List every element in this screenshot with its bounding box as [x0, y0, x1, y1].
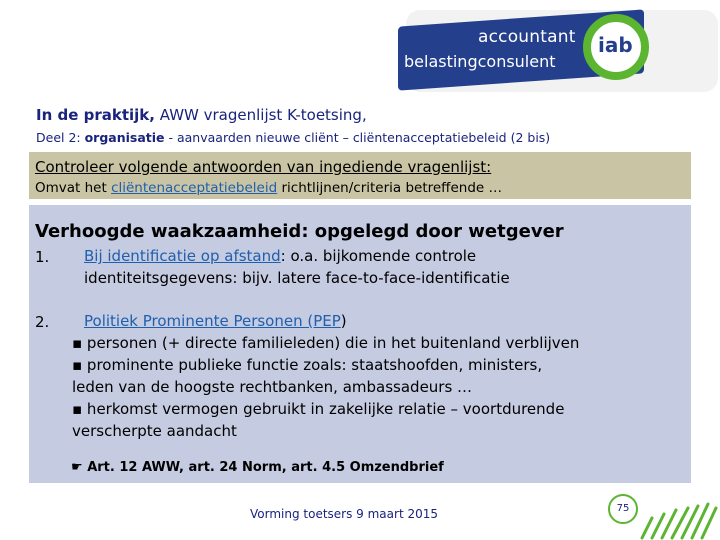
subtitle-rest: - aanvaarden nieuwe cliënt – cliëntenacceptatiebeleid (2 bis)	[164, 130, 551, 145]
item-2-line1	[84, 310, 347, 332]
pep-bullet: ▪ prominente publieke functie zoals: staatshoofden, ministers,	[72, 356, 543, 374]
reference-text: Art. 12 AWW, art. 24 Norm, art. 4.5 Omzendbrief	[87, 460, 444, 475]
logo-brand: iab	[598, 33, 633, 57]
slide-number: 75	[608, 494, 638, 524]
title-rest: AWW vragenlijst K-toetsing,	[154, 106, 367, 124]
item-2-after: )	[340, 312, 347, 330]
question-line2	[35, 180, 502, 196]
pep-bullet: ▪ herkomst vermogen gebruikt in zakelijke relatie – voortdurende	[72, 400, 565, 418]
item-number: 1.	[35, 248, 50, 266]
title-bold: In de praktijk,	[36, 106, 155, 124]
logo-line2: belastingconsulent	[404, 52, 556, 71]
subtitle-bold: organisatie	[84, 130, 165, 145]
item-1-line2: identiteitsgegevens: bijv. latere face-to-face-identificatie	[84, 269, 510, 287]
item-number: 2.	[35, 313, 50, 331]
question-line1: Controleer volgende antwoorden van ingediende vragenlijst:	[35, 158, 492, 176]
logo	[386, 0, 720, 100]
question-box	[29, 152, 691, 199]
decoration-stripes-icon	[638, 498, 718, 540]
slide-title	[36, 106, 367, 124]
item-1-after: : o.a. bijkomende controle	[280, 247, 477, 265]
policy-link[interactable]: cliëntenacceptatiebeleid	[111, 180, 278, 196]
pep-link[interactable]: Politiek Prominente Personen (PEP	[84, 312, 341, 330]
footer-text: Vorming toetsers 9 maart 2015	[250, 507, 439, 521]
content-box	[29, 205, 691, 483]
question-line2-before: Omvat het	[35, 180, 112, 196]
subtitle-prefix: Deel 2:	[36, 130, 85, 145]
pep-bullet: ▪ personen (+ directe familieleden) die in het buitenland verblijven	[72, 334, 580, 352]
remote-identification-link[interactable]: Bij identificatie op afstand	[84, 247, 281, 265]
item-1-line1	[84, 245, 476, 267]
logo-line1: accountant	[478, 27, 576, 47]
pep-bullet-continued: leden van de hoogste rechtbanken, ambassadeurs …	[72, 378, 473, 396]
slide-subtitle	[36, 130, 550, 145]
legal-reference	[71, 460, 444, 475]
content-heading: Verhoogde waakzaamheid: opgelegd door wetgever	[35, 221, 564, 242]
pointing-hand-icon: ☛	[71, 460, 83, 475]
pep-bullet-continued: verscherpte aandacht	[72, 422, 237, 440]
question-line2-after: richtlijnen/criteria betreffende …	[277, 180, 503, 196]
